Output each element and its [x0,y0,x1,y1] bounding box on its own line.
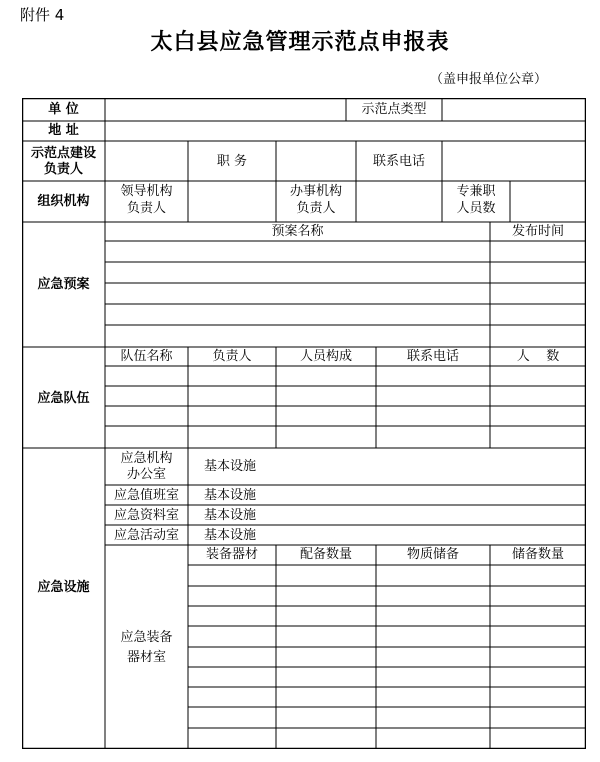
office-room-label-line1: 应急机构 [120,451,173,466]
phone-label: 联系电话 [372,154,425,169]
office-org-label-line1: 办事机构 [289,184,342,199]
plan-name-header: 预案名称 [271,224,324,239]
attachment-label: 附件 4 [20,6,65,24]
material-reserve-header: 物质储备 [406,547,459,562]
stamp-note: （盖申报单位公章） [430,72,548,87]
team-name-header: 队伍名称 [120,349,173,364]
demo-type-label: 示范点类型 [361,102,427,117]
plan-publish-time-header: 发布时间 [511,224,564,239]
activity-basic-facilities-label: 基本设施 [204,528,257,543]
staff-count-label-line2: 人员数 [456,201,496,216]
office-org-label-line2: 负责人 [296,201,336,216]
form-title: 太白县应急管理示范点申报表 [150,30,450,55]
team-size-header: 人 数 [516,349,560,364]
office-basic-facilities-label: 基本设施 [204,459,257,474]
equipment-room-label-line1: 应急装备 [120,630,173,645]
team-composition-header: 人员构成 [299,349,352,364]
equipment-header: 装备器材 [205,547,258,562]
lead-org-label-line1: 领导机构 [120,184,173,199]
unit-label: 单 位 [48,102,79,117]
equipped-quantity-header: 配备数量 [299,547,352,562]
duty-basic-facilities-label: 基本设施 [204,488,257,503]
reserve-quantity-header: 储备数量 [511,547,564,562]
builder-label-line2: 负责人 [43,162,83,177]
plans-section-label: 应急预案 [37,277,90,292]
office-room-label-line2: 办公室 [126,467,166,482]
address-label: 地 址 [48,123,79,138]
position-label: 职 务 [216,154,248,169]
lead-org-label-line2: 负责人 [126,201,166,216]
team-leader-header: 负责人 [212,349,252,364]
teams-section-label: 应急队伍 [37,391,90,406]
equipment-room-label-line2: 器材室 [126,650,166,665]
archive-room-label: 应急资料室 [113,508,179,523]
application-form-table [22,98,586,749]
staff-count-label-line1: 专兼职 [456,184,496,199]
builder-label-line1: 示范点建设 [30,146,96,161]
archive-basic-facilities-label: 基本设施 [204,508,257,523]
org-label: 组织机构 [37,194,90,209]
duty-room-label: 应急值班室 [113,488,179,503]
activity-room-label: 应急活动室 [113,528,179,543]
team-phone-header: 联系电话 [406,349,459,364]
facilities-section-label: 应急设施 [37,580,90,595]
